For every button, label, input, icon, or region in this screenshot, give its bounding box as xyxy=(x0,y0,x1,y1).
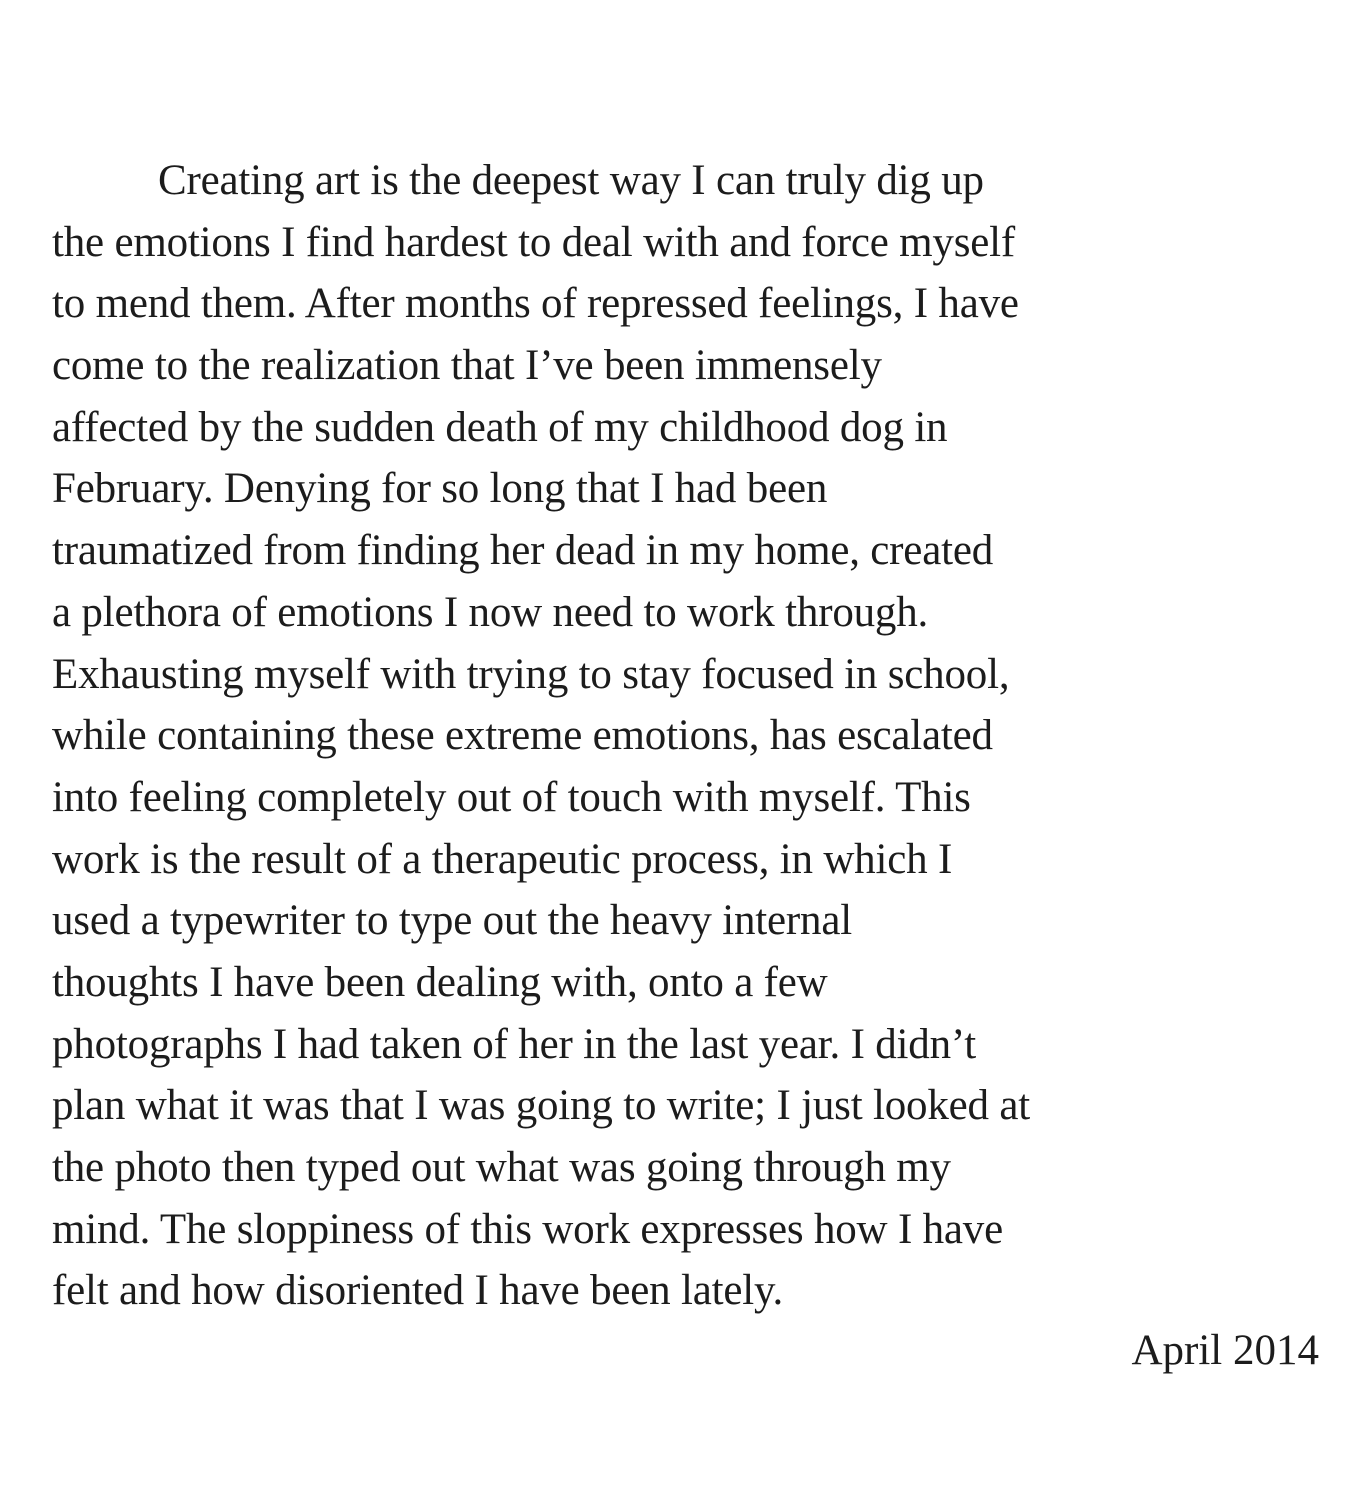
statement-line: the emotions I find hardest to deal with and force myself xyxy=(52,218,1015,266)
statement-line: photographs I had taken of her in the last year. I didn’t xyxy=(52,1020,976,1068)
statement-date: April 2014 xyxy=(1131,1327,1319,1374)
statement-line: traumatized from finding her dead in my home, created xyxy=(52,527,994,575)
statement-line: the photo then typed out what was going through my xyxy=(52,1144,951,1191)
statement-line: to mend them. After months of repressed feelings, I have xyxy=(52,280,1019,328)
statement-line: affected by the sudden death of my childhood dog in xyxy=(52,403,948,451)
statement-line: while containing these extreme emotions, has escalated xyxy=(52,712,993,760)
statement-line: work is the result of a therapeutic process, in which I xyxy=(52,835,953,883)
statement-line: February. Denying for so long that I had been xyxy=(52,465,828,513)
statement-line: plan what it was that I was going to write; I just looked at xyxy=(52,1082,1031,1130)
artist-statement xyxy=(52,150,1342,1322)
statement-line: thoughts I have been dealing with, onto a few xyxy=(52,958,828,1006)
statement-line: used a typewriter to type out the heavy internal xyxy=(52,897,852,945)
statement-line: come to the realization that I’ve been immensely xyxy=(52,342,882,390)
statement-line: Exhausting myself with trying to stay focused in school, xyxy=(52,650,1010,698)
statement-line: Creating art is the deepest way I can truly dig up xyxy=(158,157,984,204)
statement-line: mind. The sloppiness of this work expresses how I have xyxy=(52,1205,1003,1253)
statement-line: felt and how disoriented I have been lately. xyxy=(52,1267,784,1315)
statement-line: a plethora of emotions I now need to work through. xyxy=(52,588,929,636)
statement-line: into feeling completely out of touch with myself. This xyxy=(52,773,971,821)
